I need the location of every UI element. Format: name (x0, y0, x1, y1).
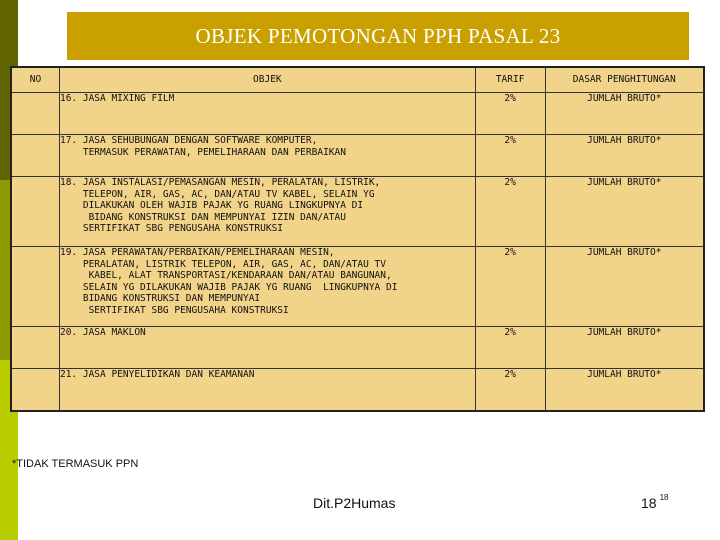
objek-line: BIDANG KONSTRUKSI DAN MEMPUNYAI (59, 293, 261, 304)
row-dasar-cell: JUMLAH BRUTO* (545, 93, 704, 135)
row-tarif-cell: 2% (475, 247, 545, 327)
table-row (11, 327, 704, 369)
table-row (11, 247, 704, 327)
row-tarif-cell: 2% (475, 135, 545, 177)
row-no-cell (11, 369, 59, 411)
row-objek-cell (59, 247, 475, 327)
objek-line: 19. JASA PERAWATAN/PERBAIKAN/PEMELIHARAAN MESIN, (59, 247, 335, 258)
header-dasar: DASAR PENGHITUNGAN (545, 67, 704, 93)
row-objek-cell (59, 369, 475, 411)
tax-object-table (10, 66, 705, 412)
objek-line: 17. JASA SEHUBUNGAN DENGAN SOFTWARE KOMPUTER, (59, 135, 318, 146)
footer-label: Dit.P2Humas (313, 495, 396, 511)
objek-line: SELAIN YG DILAKUKAN WAJIB PAJAK YG RUANG LINGKUPNYA DI (59, 281, 398, 293)
header-objek: OBJEK (59, 67, 475, 93)
row-no-cell (11, 93, 59, 135)
table-row (11, 135, 704, 177)
table-row (11, 177, 704, 247)
objek-line: DILAKUKAN OLEH WAJIB PAJAK YG RUANG LINGKUPNYA DI (59, 200, 364, 211)
row-objek-cell (59, 135, 475, 177)
objek-line: SERTIFIKAT SBG PENGUSAHA KONSTRUKSI (59, 304, 289, 316)
row-tarif-cell: 2% (475, 93, 545, 135)
objek-line: PERALATAN, LISTRIK TELEPON, AIR, GAS, AC, DAN/ATAU TV (59, 258, 386, 270)
row-tarif-cell: 2% (475, 327, 545, 369)
row-no-cell (11, 135, 59, 177)
objek-line: 18. JASA INSTALASI/PEMASANGAN MESIN, PERALATAN, LISTRIK, (59, 177, 381, 188)
row-dasar-cell: JUMLAH BRUTO* (545, 177, 704, 247)
row-dasar-cell: JUMLAH BRUTO* (545, 327, 704, 369)
row-dasar-cell: JUMLAH BRUTO* (545, 369, 704, 411)
row-objek-cell (59, 93, 475, 135)
table-row (11, 93, 704, 135)
row-dasar-cell: JUMLAH BRUTO* (545, 247, 704, 327)
table-row (11, 369, 704, 411)
page-number-main: 18 (641, 495, 657, 511)
table-header-row (11, 67, 704, 93)
row-tarif-cell: 2% (475, 369, 545, 411)
row-dasar-cell: JUMLAH BRUTO* (545, 135, 704, 177)
objek-line: BIDANG KONSTRUKSI DAN MEMPUNYAI IZIN DAN/ATAU (59, 211, 346, 223)
slide-title: OBJEK PEMOTONGAN PPH PASAL 23 (67, 12, 689, 60)
row-tarif-cell: 2% (475, 177, 545, 247)
objek-line: TELEPON, AIR, GAS, AC, DAN/ATAU TV KABEL, SELAIN YG (59, 188, 375, 200)
objek-line: 16. JASA MIXING FILM (59, 93, 175, 104)
objek-line: SERTIFIKAT SBG PENGUSAHA KONSTRUKSI (59, 223, 284, 234)
header-tarif: TARIF (475, 67, 545, 93)
page-number (641, 495, 668, 511)
objek-line: 21. JASA PENYELIDIKAN DAN KEAMANAN (59, 369, 255, 380)
row-no-cell (11, 177, 59, 247)
objek-line: 20. JASA MAKLON (59, 327, 146, 338)
objek-line: KABEL, ALAT TRANSPORTASI/KENDARAAN DAN/ATAU BANGUNAN, (59, 270, 392, 281)
row-no-cell (11, 327, 59, 369)
objek-line: TERMASUK PERAWATAN, PEMELIHARAAN DAN PERBAIKAN (59, 146, 346, 158)
row-objek-cell (59, 327, 475, 369)
row-no-cell (11, 247, 59, 327)
page-number-sup: 18 (659, 493, 669, 502)
header-no: NO (11, 67, 59, 93)
row-objek-cell (59, 177, 475, 247)
footnote: *TIDAK TERMASUK PPN (12, 458, 139, 470)
